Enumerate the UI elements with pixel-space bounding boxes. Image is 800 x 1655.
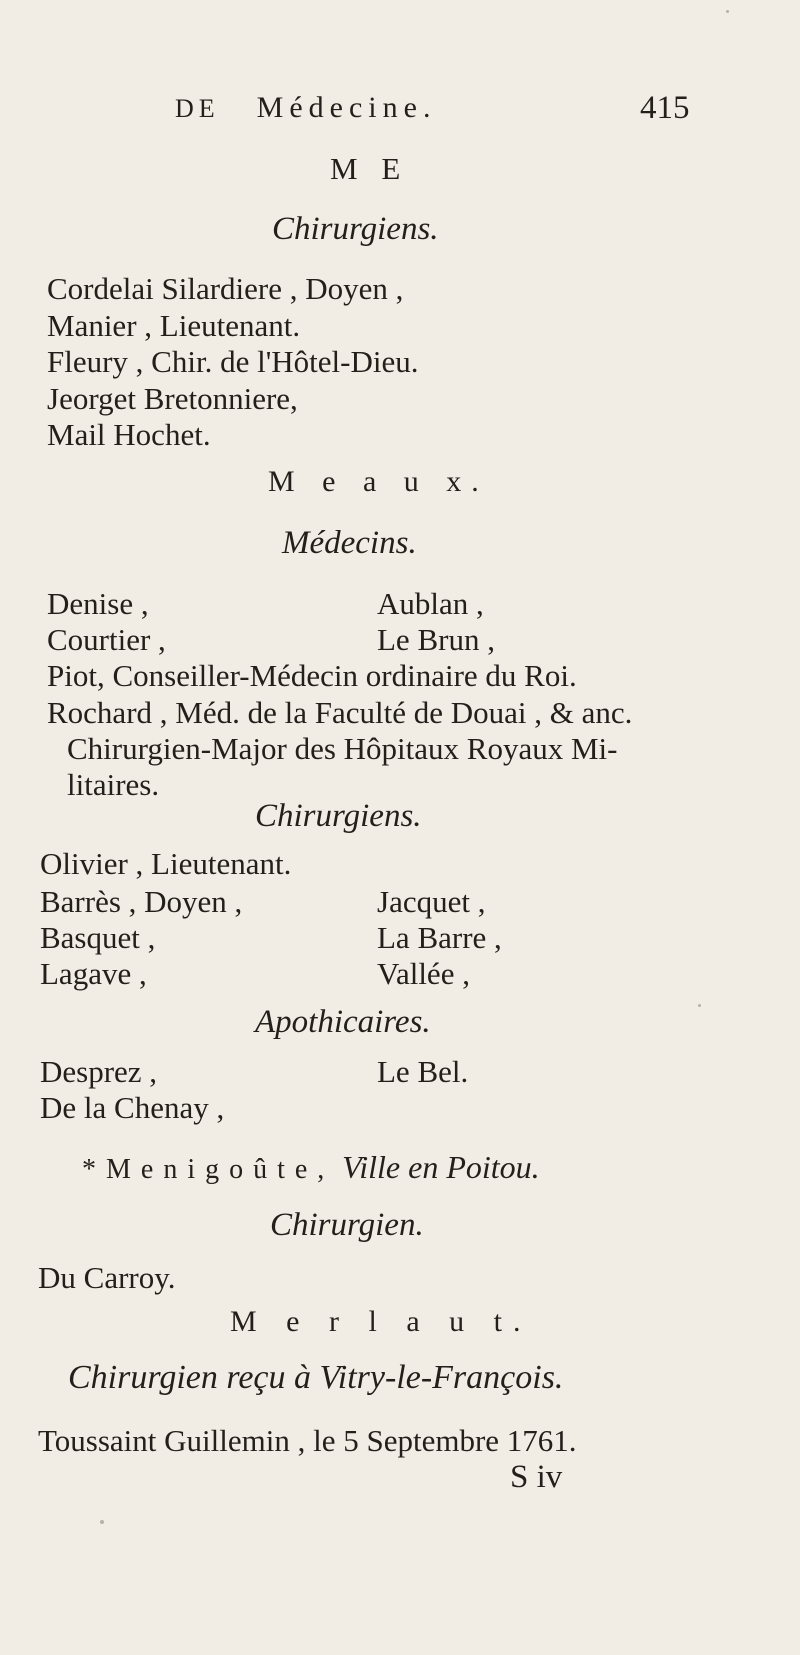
running-head-title: Médecine. [256,91,437,124]
entry-line [47,624,166,655]
place-note: Ville en Poitou. [342,1149,540,1185]
entry-line: Toussaint Guillemin , le 5 Septembre 1761. [38,1423,577,1458]
entry-name: Jacquet , [377,884,486,919]
entry-name: Le Brun , [377,622,495,657]
entry-name: La Barre , [377,920,502,955]
entry-line: Jeorget Bretonniere, [47,381,298,416]
entry-name: Lagave , [40,956,147,991]
paper-speck [100,1520,104,1524]
place-heading-me: M E [330,151,409,186]
role-heading-chirurgiens: Chirurgiens. [272,211,439,247]
entry-line: Mail Hochet. [47,417,211,452]
role-heading-chirurgien-recu: Chirurgien reçu à Vitry-le-François. [68,1359,564,1396]
role-heading-medecins: Médecins. [282,525,417,561]
entry-line: Du Carroy. [38,1260,176,1295]
role-heading-chirurgiens: Chirurgiens. [255,798,422,834]
entry-line [377,588,484,619]
entry-line: Manier , Lieutenant. [47,308,301,343]
entry-line: Rochard , Méd. de la Faculté de Douai , & anc. [47,695,633,730]
entry-line: Chirurgien-Major des Hôpitaux Royaux Mi- [67,731,618,766]
paper-speck [726,10,729,13]
entry-name: Desprez , [40,1054,158,1089]
place-heading-merlaut: M e r l a u t. [230,1305,532,1338]
paper-speck [698,1004,701,1007]
entry-name: Courtier , [47,622,166,657]
page-number: 415 [640,90,690,126]
role-heading-chirurgien: Chirurgien. [270,1207,424,1243]
entry-name: Basquet , [40,920,156,955]
entry-name: Vallée , [377,956,470,991]
entry-name: Le Bel. [377,1054,469,1089]
running-head [175,93,436,123]
signature-mark: S iv [510,1459,563,1495]
entry-line: Fleury , Chir. de l'Hôtel-Dieu. [47,344,419,379]
running-head-prefix: DE [175,94,220,123]
entry-name: De la Chenay , [40,1090,225,1125]
role-heading-apothicaires: Apothicaires. [255,1004,431,1040]
entry-line [47,588,149,619]
entry-line: Piot, Conseiller-Médecin ordinaire du Roi. [47,658,577,693]
entry-line: Olivier , Lieutenant. [40,846,292,881]
place-heading-menigoute [82,1151,540,1184]
entry-line [377,624,495,655]
place-heading-meaux: M e a u x. [268,465,489,498]
entry-line: Cordelai Silardiere , Doyen , [47,271,404,306]
entry-line: litaires. [67,767,160,802]
entry-name: Barrès , Doyen , [40,884,243,919]
entry-name: Aublan , [377,586,484,621]
place-name: *Menigoûte, [82,1154,335,1185]
entry-name: Denise , [47,586,149,621]
